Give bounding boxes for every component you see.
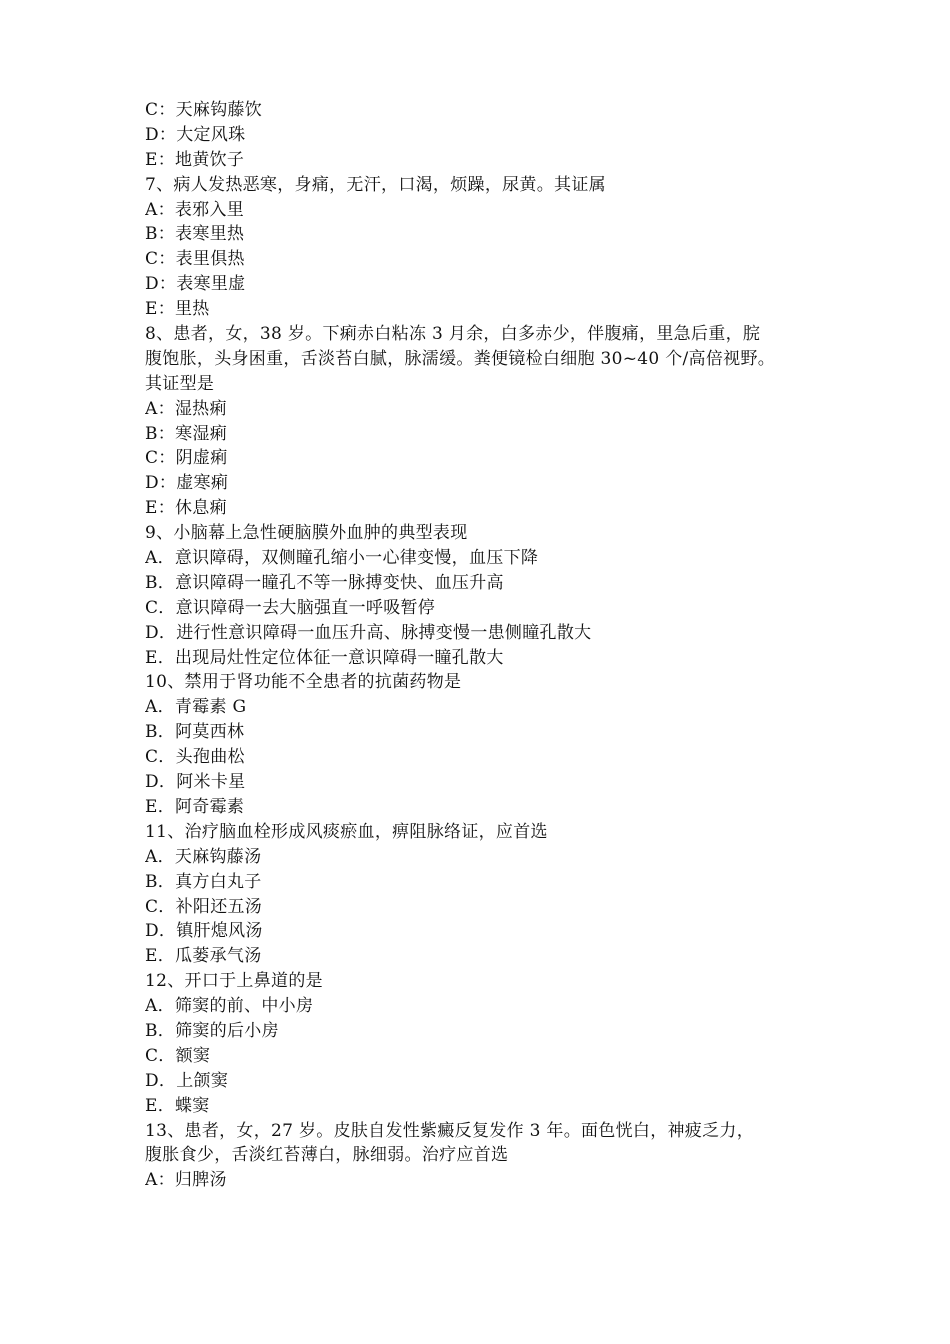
option-line: B：寒湿痢	[145, 423, 227, 444]
option-line: B．意识障碍一瞳孔不等一脉搏变快、血压升高	[145, 572, 504, 593]
option-line: C：表里俱热	[145, 249, 245, 270]
option-line: C．补阳还五汤	[145, 896, 263, 917]
question-8-line-3: 其证型是	[145, 373, 215, 394]
option-line: A．意识障碍，双侧瞳孔缩小一心律变慢，血压下降	[145, 548, 539, 569]
option-line: B．阿莫西林	[145, 722, 245, 743]
option-line: D．阿米卡星	[145, 772, 246, 793]
option-line: B：表寒里热	[145, 224, 245, 245]
question-9: 9、小脑幕上急性硬脑膜外血肿的典型表现	[145, 523, 468, 544]
option-line: D．上颌窦	[145, 1070, 229, 1091]
option-line: D．进行性意识障碍一血压升高、脉搏变慢一患侧瞳孔散大	[145, 622, 592, 643]
option-line: D：大定风珠	[145, 124, 246, 145]
question-8-line-1: 8、患者，女，38 岁。下痢赤白粘冻 3 月余，白多赤少，伴腹痛，里急后重，脘	[145, 324, 761, 345]
option-line: D．镇肝熄风汤	[145, 921, 263, 942]
option-line: D：虚寒痢	[145, 473, 229, 494]
question-13-line-1: 13、患者，女，27 岁。皮肤自发性紫癜反复发作 3 年。面色恍白，神疲乏力，	[145, 1120, 754, 1141]
option-line: B．筛窦的后小房	[145, 1020, 279, 1041]
option-line: A：湿热痢	[145, 398, 227, 419]
option-line: E．蝶窦	[145, 1095, 210, 1116]
option-line: E．瓜蒌承气汤	[145, 946, 262, 967]
question-10: 10、禁用于肾功能不全患者的抗菌药物是	[145, 672, 462, 693]
option-line: C：天麻钩藤饮	[145, 100, 263, 120]
question-11: 11、治疗脑血栓形成风痰瘀血，痹阻脉络证，应首选	[145, 821, 548, 842]
question-8-line-2: 腹饱胀，头身困重，舌淡苔白腻，脉濡缓。粪便镜检白细胞 30~40 个/高倍视野。	[145, 348, 776, 369]
option-line: C：阴虚痢	[145, 448, 228, 469]
question-12: 12、开口于上鼻道的是	[145, 971, 323, 992]
option-line: D：表寒里虚	[145, 274, 246, 295]
option-line: A：归脾汤	[145, 1170, 227, 1191]
question-13-line-2: 腹胀食少，舌淡红苔薄白，脉细弱。治疗应首选	[145, 1145, 509, 1166]
option-line: A．天麻钩藤汤	[145, 846, 262, 867]
document-page	[145, 98, 825, 1193]
option-line: A．筛窦的前、中小房	[145, 996, 314, 1017]
question-7: 7、病人发热恶寒，身痛，无汗，口渴，烦躁，尿黄。其证属	[145, 174, 606, 195]
option-line: E：里热	[145, 299, 210, 320]
option-line: E：地黄饮子	[145, 149, 245, 170]
option-line: E：休息痢	[145, 498, 227, 519]
option-line: A．青霉素 G	[145, 697, 247, 718]
option-line: C．额窦	[145, 1045, 211, 1066]
option-line: A：表邪入里	[145, 199, 245, 220]
option-line: B．真方白丸子	[145, 871, 262, 892]
option-line: C．头孢曲松	[145, 747, 245, 768]
option-line: E．阿奇霉素	[145, 796, 245, 817]
option-line: E．出现局灶性定位体征一意识障碍一瞳孔散大	[145, 647, 504, 668]
option-line: C．意识障碍一去大脑强直一呼吸暂停	[145, 597, 436, 618]
